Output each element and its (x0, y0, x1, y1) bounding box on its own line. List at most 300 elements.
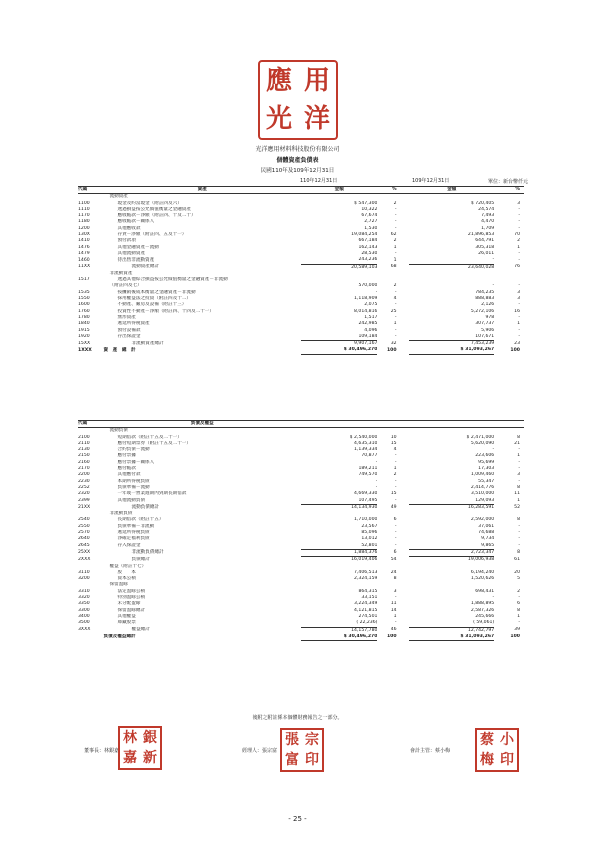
cell-a1: - (375, 484, 378, 490)
cell-a1: 107,495 (358, 497, 378, 503)
cell-code: 1550 (78, 296, 90, 302)
cell-code: 1840 (78, 321, 90, 327)
cell-a2: - (492, 595, 495, 601)
table-row (78, 264, 524, 271)
cell-p2: - (518, 523, 520, 529)
cell-p1: 2 (393, 472, 397, 478)
cell-name: 流動負債總計 (131, 504, 160, 510)
year2-header: 109年12月31日 (412, 178, 450, 184)
cell-name: 應付短期票券（附註十五及二十一） (117, 440, 191, 446)
cell-name: 其他應收款 (117, 225, 141, 231)
cell-a2: 2,592,000 (470, 517, 495, 523)
cell-a1: 1,884,376 (301, 549, 377, 556)
cell-p2: 1 (517, 497, 520, 503)
cell-code: 1517 (78, 277, 90, 283)
report-title: 個體資產負債表 (276, 157, 319, 164)
cell-name: 應付帳款 (117, 466, 136, 472)
cell-name: 流動負債 (109, 428, 128, 434)
cell-a1: - (375, 478, 378, 484)
cell-p2 (494, 428, 524, 435)
cell-p1: 1 (393, 321, 397, 327)
cell-p1: - (394, 289, 397, 295)
cell-name: 無形資產 (117, 314, 136, 320)
cell-name: 非流動資產總計 (131, 340, 164, 346)
cell-name: 其他流動資產 (117, 250, 146, 256)
cell-p1: - (394, 314, 397, 320)
cell-name: 資 產 總 計 (103, 347, 136, 353)
cell-a1: 189,211 (358, 466, 378, 472)
cell-a1: 4,669,330 (354, 491, 378, 497)
cell-name: 遞延所得稅資產 (117, 321, 150, 327)
cell-p2: 8 (517, 517, 520, 523)
table-row (78, 627, 524, 634)
cell-p2: 2 (517, 238, 520, 244)
cell-a1: - (375, 289, 378, 295)
cell-a2: 5,272,106 (470, 308, 495, 314)
cell-a2: 19,006,938 (409, 557, 494, 564)
cell-code: 2570 (78, 530, 90, 536)
cell-a1: 1,530 (364, 225, 378, 231)
cell-p2: 52 (514, 504, 520, 510)
cell-p1: - (394, 213, 397, 219)
cell-p2: 2 (517, 588, 520, 594)
cell-a1: 52,801 (361, 542, 378, 548)
cell-name: 特別盈餘公積 (117, 595, 146, 601)
cell-name: 其他應付款 (117, 472, 141, 478)
accountant-signature: 會計主管：蔡小梅 (410, 748, 451, 754)
cell-code: 3500 (78, 620, 90, 626)
cell-a1: 4,635,310 (354, 440, 378, 446)
cell-code: 2252 (78, 484, 90, 490)
cell-p2: 8 (517, 484, 520, 490)
cell-code: 1535 (78, 289, 90, 295)
cell-a1: 3,224,349 (354, 601, 378, 607)
cell-p1: 1 (393, 257, 397, 263)
cell-a2: 2,587,326 (470, 607, 495, 613)
cell-p1 (377, 194, 396, 201)
cell-code: 2320 (78, 491, 90, 497)
cell-code: 2640 (78, 536, 90, 542)
cell-p1: 2 (393, 200, 397, 206)
cell-name: 透過其他綜合損益按公允價值衡量之金融資產－非流動 (117, 277, 228, 283)
cell-name: 現金及約當現金（附註四及六） (117, 200, 182, 206)
cell-code: 2XXX (78, 556, 91, 562)
year1-header: 110年12月31日 (300, 178, 338, 184)
cell-p2: - (518, 250, 520, 256)
cell-a2: 5,906 (481, 327, 495, 333)
cell-a1: 13,012 (361, 536, 378, 542)
cell-p1: 46 (390, 627, 397, 633)
cell-code: 3400 (78, 613, 90, 619)
cell-p2: 20 (514, 569, 520, 575)
cell-name: 應收帳款－關係人 (117, 219, 155, 225)
cell-a2: 3,510,000 (470, 491, 495, 497)
cell-a2: 37,061 (478, 523, 495, 529)
cell-a2: 644,791 (475, 238, 495, 244)
cell-p1: 54 (390, 556, 397, 562)
cell-p1: 62 (390, 232, 397, 238)
cell-a2: 17,303 (478, 466, 495, 472)
cell-p2: 21 (514, 440, 520, 446)
cell-p2: - (518, 334, 520, 340)
cell-p2: 100 (510, 347, 520, 353)
cell-a2: 1,009,460 (470, 472, 495, 478)
cell-p1: - (394, 459, 397, 465)
cell-code: 2100 (78, 434, 90, 440)
footnote: 後附之附註係本個體財務報告之一部分。 (252, 715, 343, 721)
table-row (78, 634, 524, 641)
cell-name: 存入保證金 (117, 542, 141, 548)
cell-name: 預付款項 (117, 238, 136, 244)
cell-code: 1180 (78, 219, 90, 225)
cell-name: 權益（附註十七） (109, 563, 147, 569)
cell-a2: 16,283,591 (409, 504, 494, 511)
cell-a1 (301, 428, 377, 435)
cell-p2: - (518, 530, 520, 536)
cell-p1: - (394, 334, 397, 340)
cell-p1: 4 (393, 296, 397, 302)
cell-name: 投資性不動產－淨額（附註四、十四及二十一） (117, 308, 214, 314)
cell-p1: - (394, 453, 397, 459)
cell-p2: - (518, 219, 520, 225)
cell-a1: 109,184 (358, 333, 378, 339)
cell-p2: 8 (517, 549, 520, 555)
table-row (78, 504, 524, 511)
cell-a2: 2,414,776 (470, 484, 495, 490)
cell-a1: 2,075 (364, 302, 378, 308)
cell-p2 (494, 194, 524, 201)
cell-a1: 2,727 (364, 219, 378, 225)
cell-name: 長期借款（附註十五） (117, 517, 164, 523)
cell-code: 2170 (78, 466, 90, 472)
cell-p1: 32 (390, 340, 397, 346)
cell-p2: - (518, 542, 520, 548)
cell-code: 2645 (78, 542, 90, 548)
cell-p2: 16 (514, 308, 520, 314)
cell-a2: 223,606 (475, 453, 495, 459)
cell-p2: 100 (510, 634, 520, 640)
cell-p2: - (518, 447, 520, 453)
cell-p2: 1 (517, 321, 520, 327)
cell-a2: ( 59,061) (473, 620, 495, 626)
cell-code: 3310 (78, 588, 90, 594)
cell-a2: 2,126 (481, 302, 495, 308)
cell-p1: 8 (393, 576, 397, 582)
cell-code (78, 634, 103, 641)
cell-p2: - (518, 536, 520, 542)
cell-a1: 864,315 (358, 588, 378, 594)
manager-seal: 張 宗 富 印 (280, 728, 324, 772)
cell-a1: 85,096 (361, 530, 378, 536)
cell-a2: 12,742,797 (409, 627, 494, 634)
cell-p1: 11 (390, 601, 397, 607)
cell-p2: 5 (517, 576, 520, 582)
cell-a1: 162,143 (358, 244, 378, 250)
cell-a2: 305,318 (475, 244, 495, 250)
cell-a1: 19,084,254 (351, 232, 378, 238)
cell-name: 負債總計 (131, 556, 150, 562)
cell-p1: 10 (390, 434, 397, 440)
cell-name: 預付設備款 (117, 327, 141, 333)
cell-p1: - (394, 478, 397, 484)
cell-p1: - (394, 219, 397, 225)
cell-a1: 14,134,930 (301, 504, 377, 511)
cell-name: 存貨－淨額（附註四、五及十一） (117, 232, 187, 238)
cell-p1: - (394, 530, 397, 536)
liabilities-table (78, 420, 524, 641)
cell-name: 庫藏股票 (117, 620, 136, 626)
cell-p1: 4 (393, 447, 397, 453)
cell-code: 11XX (78, 264, 91, 270)
cell-p1: 1 (393, 466, 397, 472)
cell-p2: 11 (514, 491, 520, 497)
cell-p2: - (518, 595, 520, 601)
cell-name: 應付票據 (117, 453, 136, 459)
cell-p2: 3 (517, 296, 520, 302)
cell-p2: - (518, 314, 520, 320)
cell-a2 (409, 428, 494, 435)
cell-a1: 10,322 (361, 206, 378, 212)
cell-code: 1780 (78, 314, 90, 320)
cell-code: 21XX (78, 504, 91, 510)
cell-a1: 2,324,159 (354, 576, 378, 582)
cell-code: 2200 (78, 472, 90, 478)
table-row (78, 428, 524, 435)
cell-name: 資本公積 (117, 576, 136, 582)
cell-a2: 2,723,347 (409, 549, 494, 556)
cell-p1: - (394, 595, 397, 601)
cell-name: 其他金融資產－流動 (117, 244, 159, 250)
cell-name: 短期借款（附註十五及二十一） (117, 434, 182, 440)
cell-a1: 667,184 (358, 238, 378, 244)
cell-name: 保留盈餘總計 (117, 607, 146, 613)
cell-p2: 1 (517, 453, 520, 459)
cell-name: 不動產、廠房及設備（附註十三） (117, 302, 187, 308)
cell-p1: 68 (390, 264, 397, 270)
accountant-seal: 蔡 小 梅 印 (475, 728, 519, 772)
cell-p2: - (518, 206, 520, 212)
cell-code: 130X (78, 232, 90, 238)
cell-p2: 3 (517, 289, 520, 295)
unit-label: 單位：新台幣仟元 (488, 179, 529, 185)
cell-p1: 15 (390, 440, 397, 446)
company-seal: 應 用 光 洋 (258, 60, 338, 140)
cell-a1: ( 22,236) (356, 620, 378, 626)
cell-name: 保留盈餘 (109, 582, 128, 588)
cell-code: 3200 (78, 576, 90, 582)
table-row (78, 620, 524, 627)
cell-p1: - (394, 327, 397, 333)
cell-a1: $ 30,496,270 (301, 634, 377, 641)
cell-a2: 107,671 (475, 333, 495, 339)
assets-table (78, 186, 524, 355)
cell-code: 1170 (78, 213, 90, 219)
cell-a2 (409, 194, 494, 201)
cell-p1 (377, 428, 396, 435)
cell-code: 1XXX (78, 347, 92, 353)
cell-p2: - (518, 466, 520, 472)
cell-name: 合約負債－流動 (117, 447, 150, 453)
cell-a1: 749,570 (358, 472, 378, 478)
cell-a2: 6,194,240 (470, 569, 495, 575)
cell-a2: - (492, 257, 495, 263)
cell-code: 2540 (78, 517, 90, 523)
cell-name: 本期所得稅負債 (117, 478, 150, 484)
cell-code: 3300 (78, 607, 90, 613)
cell-a2: 5,620,090 (470, 440, 495, 446)
cell-a2: 1,520,626 (470, 576, 495, 582)
cell-a1: 9,907,167 (301, 341, 377, 348)
table-row (78, 549, 524, 556)
cell-a2: 23,640,028 (409, 264, 494, 271)
cell-code: 3XXX (78, 627, 91, 633)
table-row (78, 194, 524, 201)
cell-a1: 1,139,334 (354, 447, 378, 453)
cell-p1: 15 (390, 491, 397, 497)
chairman-seal: 林 銀 嘉 新 (118, 726, 162, 770)
cell-code: 3350 (78, 601, 90, 607)
table-row (78, 543, 524, 550)
cell-p1: 2 (393, 238, 397, 244)
cell-p1: - (394, 250, 397, 256)
cell-p1: 1 (393, 244, 397, 250)
cell-p1: - (394, 542, 397, 548)
cell-code: 1410 (78, 238, 90, 244)
cell-name: 非流動負債 (109, 511, 133, 517)
table-header: 代碼 資產 金額 % 金額 % (78, 187, 524, 194)
cell-a2: 1,709 (481, 225, 495, 231)
cell-name: 非流動資產 (109, 270, 133, 276)
cell-p2: 1 (517, 244, 520, 250)
cell-p1: 14 (390, 607, 397, 613)
cell-a1: 274,501 (358, 613, 378, 619)
cell-a2: 74,688 (478, 530, 495, 536)
cell-a1: 7,406,513 (354, 569, 378, 575)
cell-name: 淨確定福利負債 (117, 536, 150, 542)
cell-p1: - (394, 302, 397, 308)
cell-a1: 242,985 (358, 321, 378, 327)
cell-p2: 76 (514, 264, 520, 270)
cell-name: （附註四及七） (109, 283, 142, 289)
cell-name: 待出售非流動資產 (117, 257, 155, 263)
cell-a1: - (375, 459, 378, 465)
cell-name: 負債準備－流動 (117, 484, 150, 490)
cell-p1: 25 (390, 308, 397, 314)
cell-code: 2160 (78, 459, 90, 465)
cell-code: 3320 (78, 595, 90, 601)
manager-signature: 經理人：張宗富 (242, 748, 278, 754)
cell-a1: 14,157,780 (301, 627, 377, 634)
cell-p1: - (394, 225, 397, 231)
cell-code: 1600 (78, 302, 90, 308)
cell-name: 透過損益按公允價值衡量之金融資產 (117, 206, 191, 212)
cell-a1: 243,236 (358, 257, 378, 263)
cell-p2: 3 (517, 472, 520, 478)
cell-code: 2110 (78, 440, 90, 446)
cell-code: 2399 (78, 497, 90, 503)
cell-p2: 8 (517, 434, 520, 440)
cell-p1: 24 (390, 569, 397, 575)
cell-p1: - (394, 536, 397, 542)
cell-p1: 6 (393, 549, 397, 555)
cell-name: 股 本 (117, 569, 136, 575)
report-date: 民國110年及109年12月31日 (260, 168, 335, 174)
cell-p1: 100 (386, 347, 397, 353)
page-number: - 25 - (288, 815, 307, 823)
table-row (78, 334, 524, 341)
cell-name: 應付票據－關係人 (117, 459, 155, 465)
cell-code: 1479 (78, 250, 90, 256)
cell-name: 存出保證金 (117, 334, 141, 340)
cell-a1: 1,118,909 (354, 296, 378, 302)
cell-a1: 8,014,816 (354, 308, 378, 314)
cell-name: 遞延所得稅負債 (117, 530, 150, 536)
cell-p2: - (518, 302, 520, 308)
cell-a1: 1,710,000 (354, 517, 378, 523)
cell-code: 15XX (78, 340, 91, 346)
table-row (78, 347, 524, 354)
cell-a1: $ 2,540,000 (349, 434, 378, 440)
company-name: 光洋應用材料科技股份有限公司 (255, 146, 340, 153)
cell-p1: - (394, 620, 397, 626)
cell-a2: 129,093 (475, 497, 495, 503)
cell-p2: 39 (514, 627, 520, 633)
table-row (78, 498, 524, 505)
cell-p1: - (394, 497, 397, 503)
cell-a2: 95,699 (478, 459, 495, 465)
cell-p2: - (518, 283, 520, 289)
cell-p1: 100 (386, 634, 397, 640)
cell-code: 1100 (78, 200, 90, 206)
cell-a1: $ 547,300 (354, 200, 378, 206)
cell-a1: 70,877 (361, 453, 378, 459)
cell-a2: 26,011 (478, 250, 495, 256)
cell-code: 3110 (78, 569, 90, 575)
cell-a1: 33,151 (361, 595, 378, 601)
cell-a2: 888,883 (475, 296, 495, 302)
chairman-signature: 董事長：林銀嘉 (84, 748, 120, 754)
cell-name: 流動資產總計 (131, 264, 160, 270)
cell-a1: 28,530 (361, 250, 378, 256)
cell-name: 負債準備－非流動 (117, 523, 155, 529)
cell-a2: 7,493 (481, 213, 495, 219)
cell-a2: 55,347 (478, 478, 495, 484)
cell-p2: 3 (517, 200, 520, 206)
cell-code: 1110 (78, 206, 90, 212)
cell-name: 按攤銷後成本衡量之金融資產－非流動 (117, 289, 196, 295)
table-row (78, 557, 524, 564)
cell-name: 非流動負債總計 (131, 549, 164, 555)
cell-p2: - (518, 478, 520, 484)
cell-name: 其他流動負債 (117, 497, 146, 503)
cell-a1: $ 30,496,270 (301, 347, 377, 354)
cell-p1: 49 (390, 504, 397, 510)
cell-a1: 570,000 (358, 283, 378, 289)
cell-p1: 2 (393, 283, 397, 289)
cell-a2: $ 31,093,267 (409, 347, 494, 354)
cell-a2: 21,896,853 (467, 232, 495, 238)
cell-code: 2550 (78, 523, 90, 529)
cell-p1: - (394, 484, 397, 490)
cell-p1: - (394, 523, 397, 529)
table-row (78, 341, 524, 348)
cell-p1: 6 (393, 517, 397, 523)
cell-name: 權益總計 (131, 627, 150, 633)
cell-code: 1760 (78, 308, 90, 314)
cell-a1: 23,567 (361, 523, 378, 529)
cell-a2: $ 2,471,000 (466, 434, 495, 440)
cell-a2: 7,453,239 (409, 341, 494, 348)
